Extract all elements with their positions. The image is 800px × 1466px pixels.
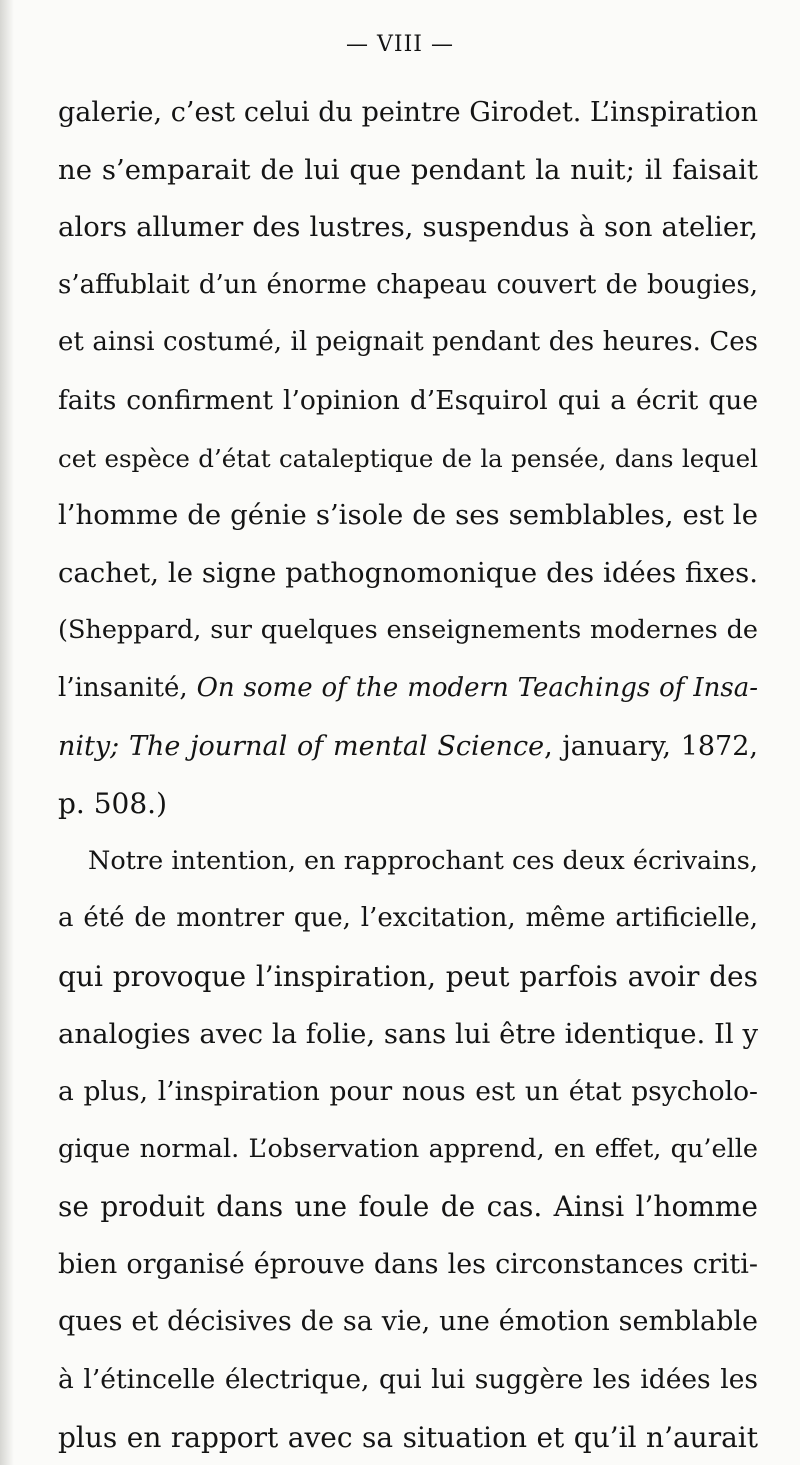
- text-line: se produit dans une foule de cas. Ainsi l’homme: [58, 1190, 758, 1224]
- text-line: et ainsi costumé, il peignait pendant des heures. Ces: [58, 327, 758, 358]
- text-line: l’homme de génie s’isole de ses semblables, est le: [58, 499, 758, 532]
- text-line: galerie, c’est celui du peintre Girodet. L’inspiration: [58, 97, 758, 128]
- text-line: ne s’emparait de lui que pendant la nuit; il faisait: [58, 153, 758, 186]
- paragraph-start-line: Notre intention, en rapprochant ces deux écrivains,: [88, 845, 758, 876]
- text-line: p. 508.): [58, 787, 167, 821]
- body-text: [58, 84, 758, 1466]
- page-number-header: — VIII —: [346, 32, 454, 57]
- page-gutter-shadow: [0, 0, 14, 1465]
- text-line: gique normal. L’observation apprend, en effet, qu’elle: [58, 1133, 758, 1164]
- text-line: alors allumer des lustres, suspendus à son atelier,: [58, 211, 758, 244]
- text-line: ques et décisives de sa vie, une émotion semblable: [58, 1306, 758, 1338]
- italic-title: On some of the modern Teachings of Insa-: [196, 672, 758, 703]
- italic-title: nity; The journal of mental Science: [58, 730, 545, 762]
- text-line: s’affublait d’un énorme chapeau couvert de bougies,: [58, 269, 758, 300]
- text-line: bien organisé éprouve dans les circonstances criti-: [58, 1248, 758, 1280]
- text-line: l’insanité, On some of the modern Teachings of Insa-: [58, 672, 758, 703]
- text-line: plus en rapport avec sa situation et qu’il n’aurait: [58, 1420, 758, 1454]
- text-line: cet espèce d’état cataleptique de la pensée, dans lequel: [58, 443, 758, 473]
- text-line: (Sheppard, sur quelques enseignements modernes de: [58, 615, 758, 646]
- text-line: a plus, l’inspiration pour nous est un état psycholo-: [58, 1076, 758, 1108]
- text-line: faits confirment l’opinion d’Esquirol qui a écrit que: [58, 384, 758, 416]
- text-line: a été de montrer que, l’excitation, même artificielle,: [58, 903, 758, 934]
- text-line: cachet, le signe pathognomonique des idées fixes.: [58, 556, 758, 589]
- text-line: nity; The journal of mental Science, january, 1872,: [58, 730, 758, 762]
- text-line: analogies avec la folie, sans lui être identique. Il y: [58, 1017, 758, 1050]
- text-line: à l’étincelle électrique, qui lui suggère les idées les: [58, 1364, 758, 1396]
- text-line: qui provoque l’inspiration, peut parfois avoir des: [58, 959, 758, 993]
